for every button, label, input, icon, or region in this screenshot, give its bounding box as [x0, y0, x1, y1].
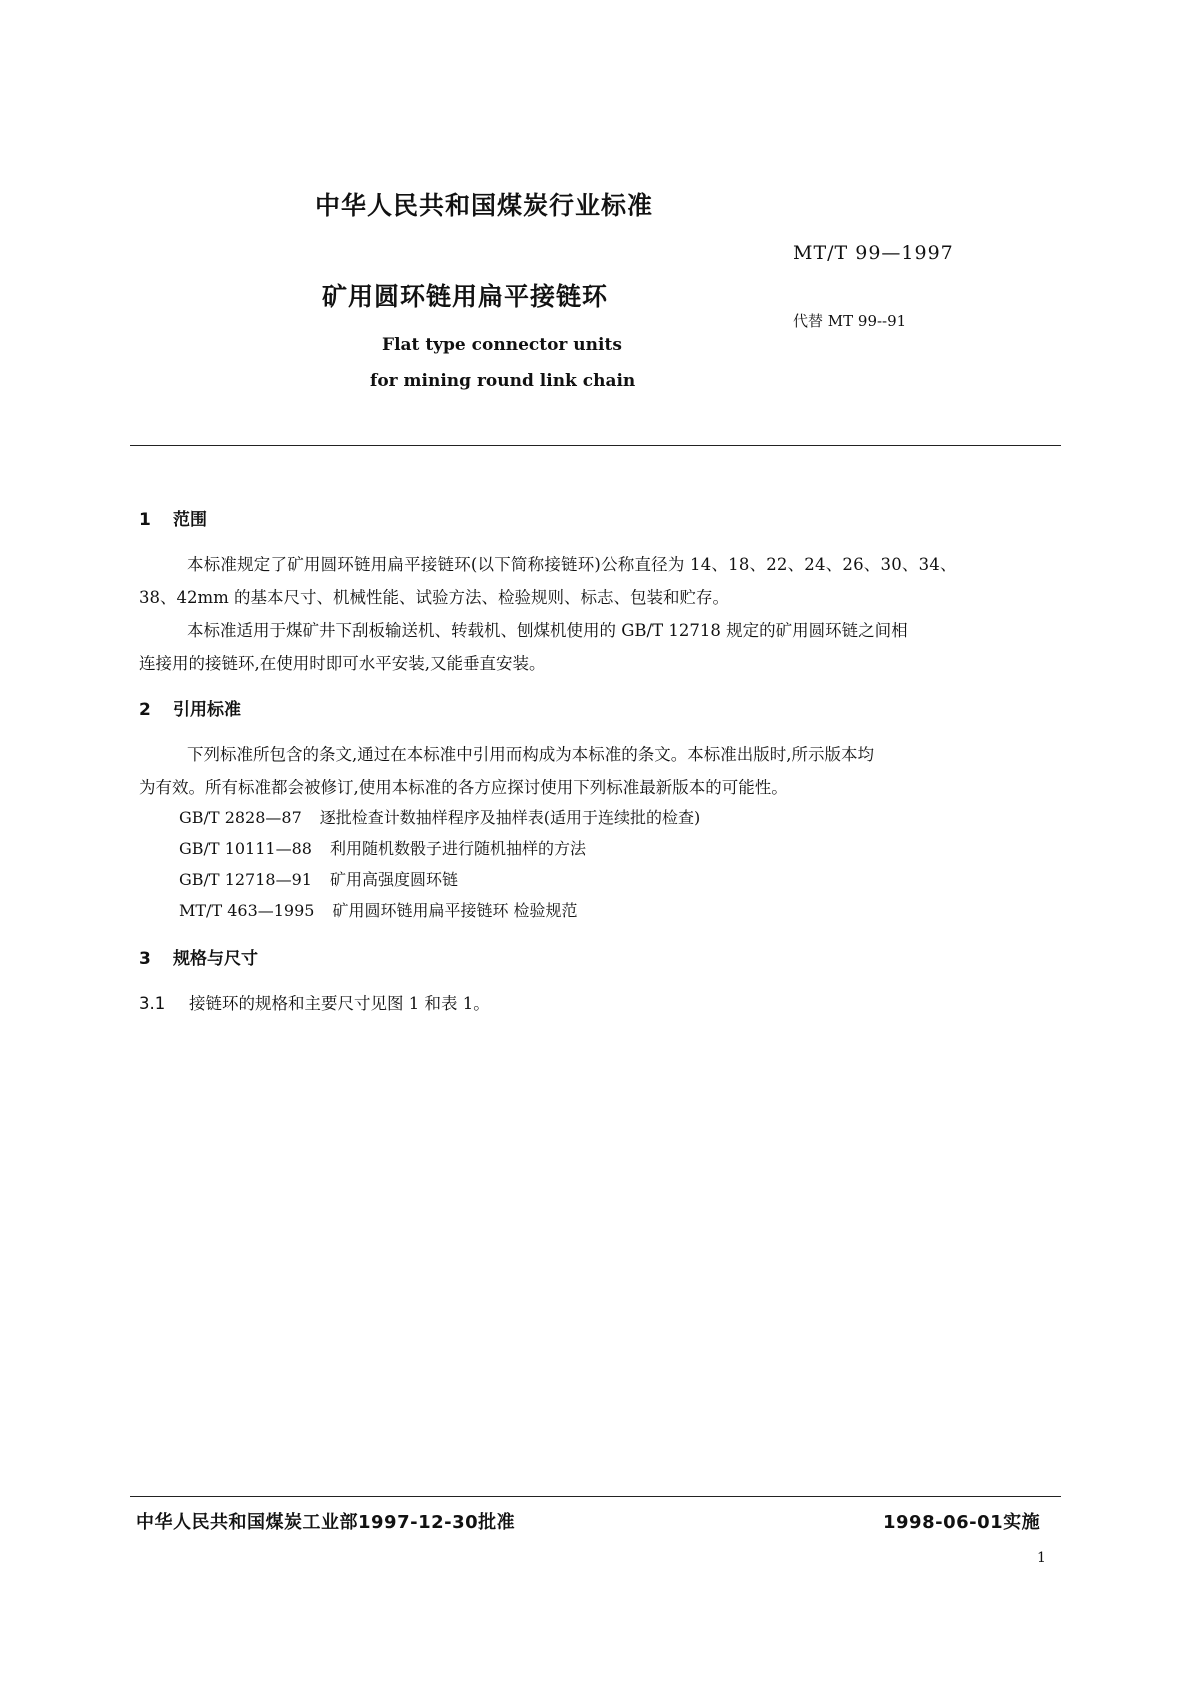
section-3-heading [139, 944, 258, 969]
scope-paragraph-1-line-2: 38、42mm 的基本尺寸、机械性能、试验方法、检验规则、标志、包装和贮存。 [139, 588, 730, 607]
document-title-en-line1: Flat type connector units [382, 335, 622, 355]
reference-code: GB/T 2828—87 [179, 808, 302, 827]
footer-divider [130, 1496, 1061, 1497]
clause-number: 3.1 [139, 994, 166, 1013]
section-number: 1 [139, 510, 151, 530]
standard-number: MT/T 99—1997 [793, 242, 954, 264]
document-title-cn: 矿用圆环链用扁平接链环 [322, 282, 609, 311]
reference-item [179, 867, 458, 890]
header-divider [130, 445, 1061, 446]
references-intro-line-2: 为有效。所有标准都会被修订,使用本标准的各方应探讨使用下列标准最新版本的可能性。 [139, 778, 788, 797]
reference-title: 逐批检查计数抽样程序及抽样表(适用于连续批的检查) [319, 808, 701, 827]
reference-item [179, 898, 578, 921]
section-title: 规格与尺寸 [173, 949, 258, 969]
page-number: 1 [1037, 1550, 1046, 1566]
approval-date: 中华人民共和国煤炭工业部1997-12-30批准 [136, 1512, 516, 1533]
reference-title: 利用随机数骰子进行随机抽样的方法 [329, 839, 586, 858]
clause-text: 接链环的规格和主要尺寸见图 1 和表 1。 [189, 994, 490, 1013]
document-title-en-line2: for mining round link chain [370, 371, 636, 391]
effective-date: 1998-06-01实施 [883, 1512, 1041, 1533]
reference-code: GB/T 12718—91 [179, 870, 312, 889]
section-title: 引用标准 [173, 700, 241, 720]
section-number: 2 [139, 700, 151, 720]
issuer-title: 中华人民共和国煤炭行业标准 [315, 191, 654, 220]
scope-paragraph-1-line-1: 本标准规定了矿用圆环链用扁平接链环(以下简称接链环)公称直径为 14、18、22、24、26、30、34、 [187, 555, 957, 574]
section-title: 范围 [173, 510, 207, 530]
scope-paragraph-2-line-2: 连接用的接链环,在使用时即可水平安装,又能垂直安装。 [139, 654, 546, 673]
reference-item [179, 836, 586, 859]
scope-paragraph-2-line-1: 本标准适用于煤矿井下刮板输送机、转载机、刨煤机使用的 GB/T 12718 规定的矿用圆环链之间相 [187, 621, 908, 640]
reference-title: 矿用高强度圆环链 [329, 870, 458, 889]
section-1-heading [139, 505, 207, 530]
reference-title: 矿用圆环链用扁平接链环 检验规范 [332, 901, 578, 920]
references-intro-line-1: 下列标准所包含的条文,通过在本标准中引用而构成为本标准的条文。本标准出版时,所示版本均 [187, 745, 874, 764]
reference-code: MT/T 463—1995 [179, 901, 315, 920]
reference-code: GB/T 10111—88 [179, 839, 312, 858]
reference-item [179, 805, 700, 828]
section-2-heading [139, 695, 241, 720]
replaces-note: 代替 MT 99--91 [793, 312, 907, 330]
section-number: 3 [139, 949, 151, 969]
clause-3-1 [139, 990, 490, 1014]
